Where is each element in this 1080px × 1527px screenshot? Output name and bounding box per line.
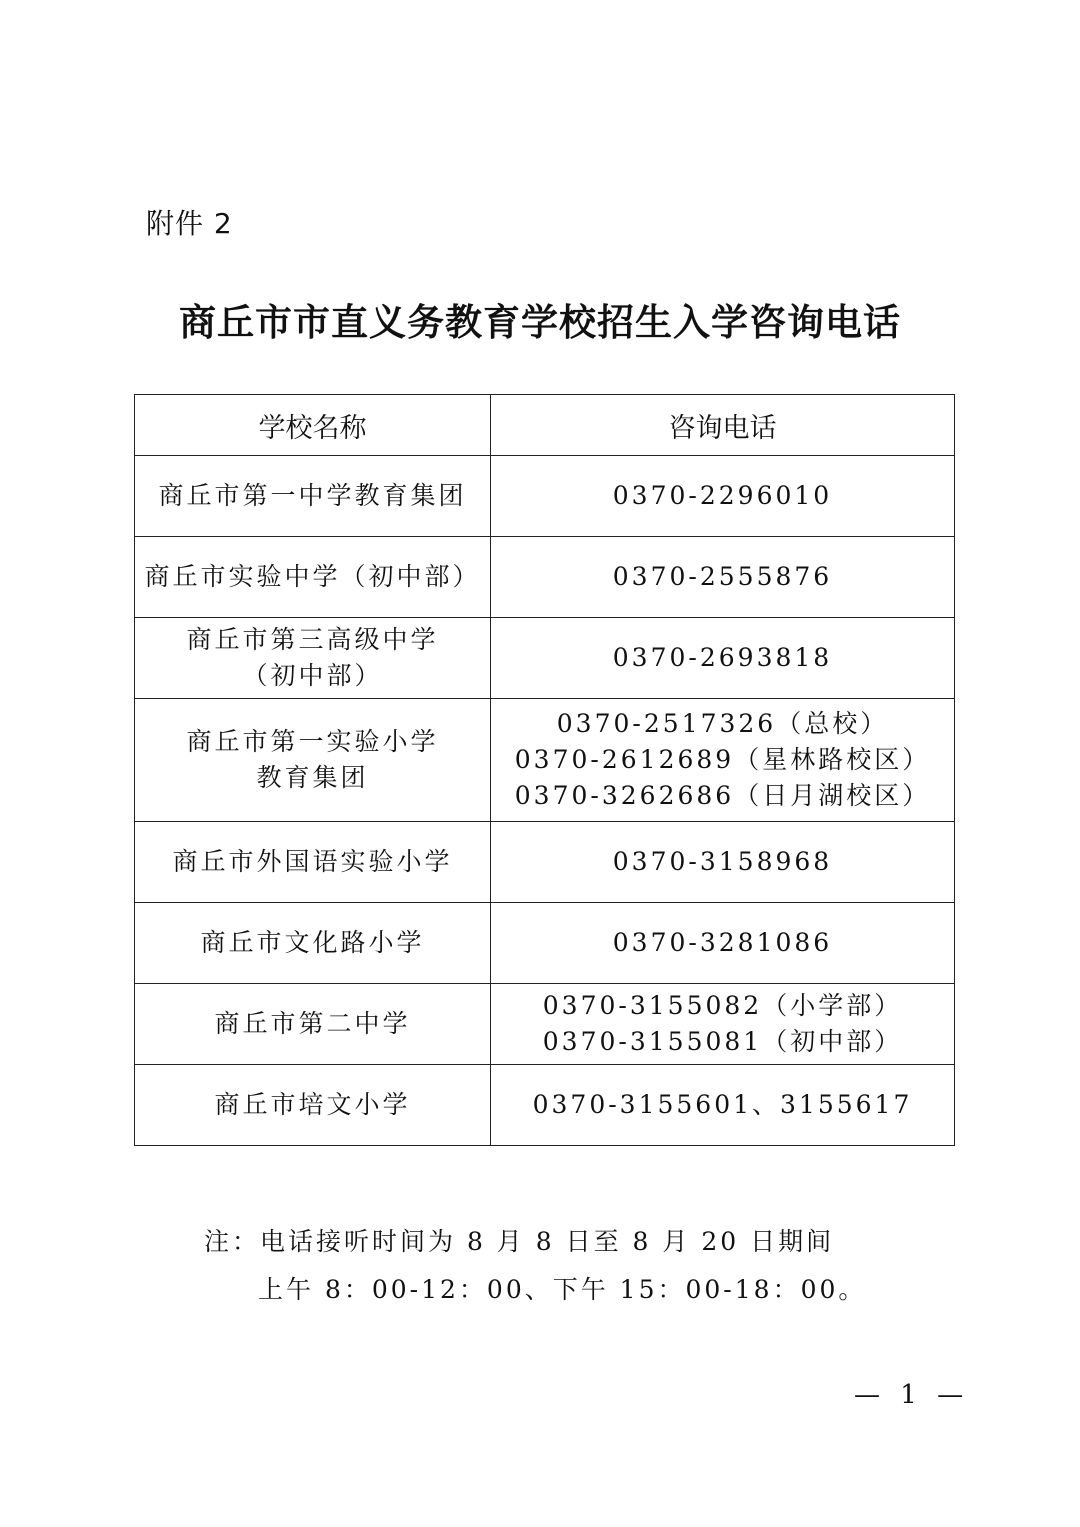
school-name-line: 商丘市第二中学 <box>214 1009 411 1038</box>
phone-cell <box>491 822 955 903</box>
phone-number: 0370-3155601、3155617 <box>532 1090 913 1119</box>
school-name-line: 商丘市文化路小学 <box>200 928 425 957</box>
page-number: — 1 — <box>854 1380 970 1410</box>
phone-number: 0370-3158968 <box>612 847 833 876</box>
phone-number: 0370-3281086 <box>612 928 833 957</box>
phone-number: 0370-2296010 <box>612 481 833 510</box>
table-row <box>135 822 955 903</box>
note-line-2: 上午 8：00-12：00、下午 15：00-18：00。 <box>258 1275 867 1304</box>
phone-number: 0370-3155081（初中部） <box>542 1027 903 1056</box>
table-header-row <box>135 395 955 456</box>
phone-cell <box>491 618 955 699</box>
school-name-cell <box>135 699 491 822</box>
header-phone: 咨询电话 <box>491 395 955 456</box>
school-name-line: 商丘市第三高级中学 <box>186 625 439 654</box>
table-row <box>135 618 955 699</box>
school-name-line: 商丘市第一中学教育集团 <box>158 481 467 510</box>
table-row <box>135 1065 955 1146</box>
attachment-label: 附件 2 <box>146 207 233 240</box>
school-name-line: 商丘市实验中学（初中部） <box>144 562 481 591</box>
header-school-name: 学校名称 <box>135 395 491 456</box>
table-row <box>135 699 955 822</box>
school-name-cell <box>135 1065 491 1146</box>
school-name-line: （初中部） <box>242 661 383 690</box>
school-name-cell <box>135 537 491 618</box>
school-name-line: 商丘市培文小学 <box>214 1090 411 1119</box>
phone-cell <box>491 456 955 537</box>
table-row <box>135 537 955 618</box>
school-name-line: 教育集团 <box>256 763 369 792</box>
table-row <box>135 903 955 984</box>
school-name-cell <box>135 984 491 1065</box>
phone-number: 0370-2517326（总校） <box>556 709 889 738</box>
note <box>204 1218 866 1314</box>
table-row <box>135 456 955 537</box>
phone-cell <box>491 537 955 618</box>
school-name-cell <box>135 456 491 537</box>
school-name-cell <box>135 822 491 903</box>
table-row <box>135 984 955 1065</box>
school-name-cell <box>135 903 491 984</box>
table-body <box>135 456 955 1146</box>
phone-cell <box>491 984 955 1065</box>
phone-cell <box>491 1065 955 1146</box>
note-line-1: 注：电话接听时间为 8 月 8 日至 8 月 20 日期间 <box>204 1227 835 1256</box>
school-name-line: 商丘市外国语实验小学 <box>172 847 453 876</box>
phone-number: 0370-2693818 <box>612 643 833 672</box>
phone-number: 0370-2555876 <box>612 562 833 591</box>
consultation-phone-table <box>134 394 955 1146</box>
phone-number: 0370-2612689（星林路校区） <box>514 745 931 774</box>
document-title: 商丘市市直义务教育学校招生入学咨询电话 <box>179 301 901 344</box>
phone-cell <box>491 903 955 984</box>
school-name-cell <box>135 618 491 699</box>
school-name-line: 商丘市第一实验小学 <box>186 727 439 756</box>
phone-number: 0370-3155082（小学部） <box>542 991 903 1020</box>
phone-cell <box>491 699 955 822</box>
phone-number: 0370-3262686（日月湖校区） <box>514 781 931 810</box>
